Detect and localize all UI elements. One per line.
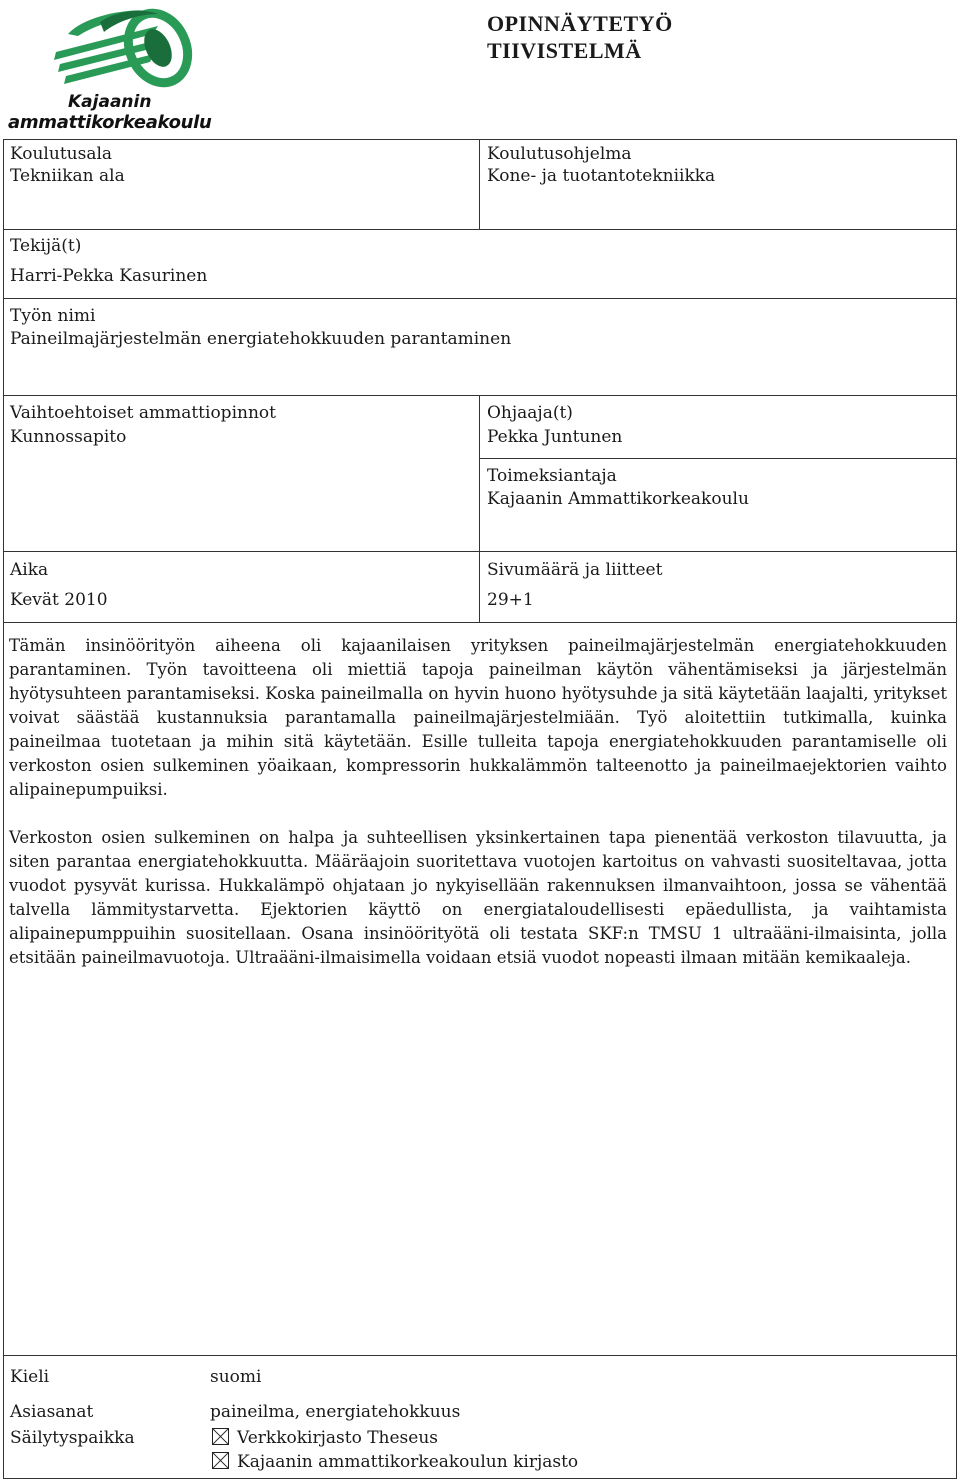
sailytys-option-theseus	[212, 1427, 438, 1449]
koulutusala-label: Koulutusala	[10, 144, 113, 164]
document-title-line1: OPINNÄYTETYÖ	[487, 11, 673, 36]
sailytys-option-kirjasto-label: Kajaanin ammattikorkeakoulun kirjasto	[237, 1452, 579, 1472]
grid-line	[3, 622, 957, 623]
grid-line	[479, 458, 957, 459]
logo-text-line2: ammattikorkeakoulu	[8, 112, 212, 133]
vaihtoehtoiset-label: Vaihtoehtoiset ammattiopinnot	[10, 403, 276, 423]
checked-checkbox-icon	[212, 1428, 229, 1445]
grid-line	[3, 1478, 957, 1479]
asiasanat-value: paineilma, energiatehokkuus	[210, 1402, 461, 1422]
checked-checkbox-icon	[212, 1452, 229, 1469]
grid-line	[3, 139, 957, 140]
toimeksiantaja-label: Toimeksiantaja	[487, 466, 617, 486]
abstract-paragraph-1: Tämän insinöörityön aiheena oli kajaanilaisen yrityksen paineilmajärjestelmän energiatehokkuuden parantaminen. Työn tavoitteena oli miettiä tapoja paineilman käytön vähentämiseksi ja järjestelmän hyötysuhteen parantamiseksi. Koska paineilmalla on hyvin huono hyötysuhde ja sitä käytetään laajalti, yritykset voivat säästää kustannuksia parantamalla paineilmajärjestelmiään. Työ aloitettiin tutkimalla, kuinka paineilmaa tuotetaan ja mihin sitä käytetään. Esille tulleita tapoja energiatehokkuuden parantamiselle oli verkoston osien sulkeminen yöaikaan, kompressorin hukkalämmön talteenotto ja paineilmaejektorien vaihto alipainepumpuiksi.	[9, 636, 947, 799]
abstract	[9, 634, 947, 970]
logo-text-line1: Kajaanin	[68, 92, 152, 112]
tekija-value: Harri-Pekka Kasurinen	[10, 266, 208, 286]
grid-line	[3, 139, 4, 1479]
grid-line	[956, 139, 957, 1479]
kieli-value: suomi	[210, 1367, 262, 1387]
toimeksiantaja-value: Kajaanin Ammattikorkeakoulu	[487, 489, 749, 509]
tyon-nimi-value: Paineilmajärjestelmän energiatehokkuuden parantaminen	[10, 329, 512, 349]
document-title-line2: TIIVISTELMÄ	[487, 38, 642, 63]
asiasanat-label: Asiasanat	[10, 1402, 94, 1422]
grid-line	[3, 1355, 957, 1356]
ohjaaja-value: Pekka Juntunen	[487, 427, 623, 447]
abstract-paragraph-2: Verkoston osien sulkeminen on halpa ja suhteellisen yksinkertainen tapa pienentää verkoston tilavuutta, ja siten parantaa energiatehokkuutta. Määräajoin suoritettava vuotojen kartoitus on vahvasti suositeltavaa, jotta vuodot pysyvät kurissa. Hukkalämpö ohjataan jo nykyisellään rakennuksen ilmanvaihtoon, jossa se vähentää talvella lämmitystarvetta. Ejektorien käyttö on energiataloudellisesti epäedullista, ja vaihtamista alipainepumppuihin suositellaan. Osana insinöörityötä oli testata SKF:n TMSU 1 ultraääni-ilmaisinta, jolla etsitään paineilmavuotoja. Ultraääni-ilmaisimella voidaan etsiä vuodot nopeasti ilmaan mitään kemikaaleja.	[9, 828, 947, 967]
sailytys-option-kirjasto	[212, 1451, 578, 1473]
grid-line	[479, 395, 480, 623]
kieli-label: Kieli	[10, 1367, 50, 1387]
grid-line	[3, 551, 957, 552]
koulutusala-value: Tekniikan ala	[10, 166, 125, 186]
sivumaara-value: 29+1	[487, 590, 534, 610]
aika-value: Kevät 2010	[10, 590, 108, 610]
grid-line	[3, 229, 957, 230]
ohjaaja-label: Ohjaaja(t)	[487, 403, 573, 423]
sivumaara-label: Sivumäärä ja liitteet	[487, 560, 663, 580]
aika-label: Aika	[10, 560, 49, 580]
sailytys-label: Säilytyspaikka	[10, 1428, 135, 1448]
tyon-nimi-label: Työn nimi	[10, 306, 96, 326]
grid-line	[3, 298, 957, 299]
grid-line	[3, 395, 957, 396]
vaihtoehtoiset-value: Kunnossapito	[10, 427, 127, 447]
sailytys-option-theseus-label: Verkkokirjasto Theseus	[237, 1428, 439, 1448]
grid-line	[479, 139, 480, 230]
koulutusohjelma-value: Kone- ja tuotantotekniikka	[487, 166, 716, 186]
koulutusohjelma-label: Koulutusohjelma	[487, 144, 632, 164]
tekija-label: Tekijä(t)	[10, 236, 82, 256]
